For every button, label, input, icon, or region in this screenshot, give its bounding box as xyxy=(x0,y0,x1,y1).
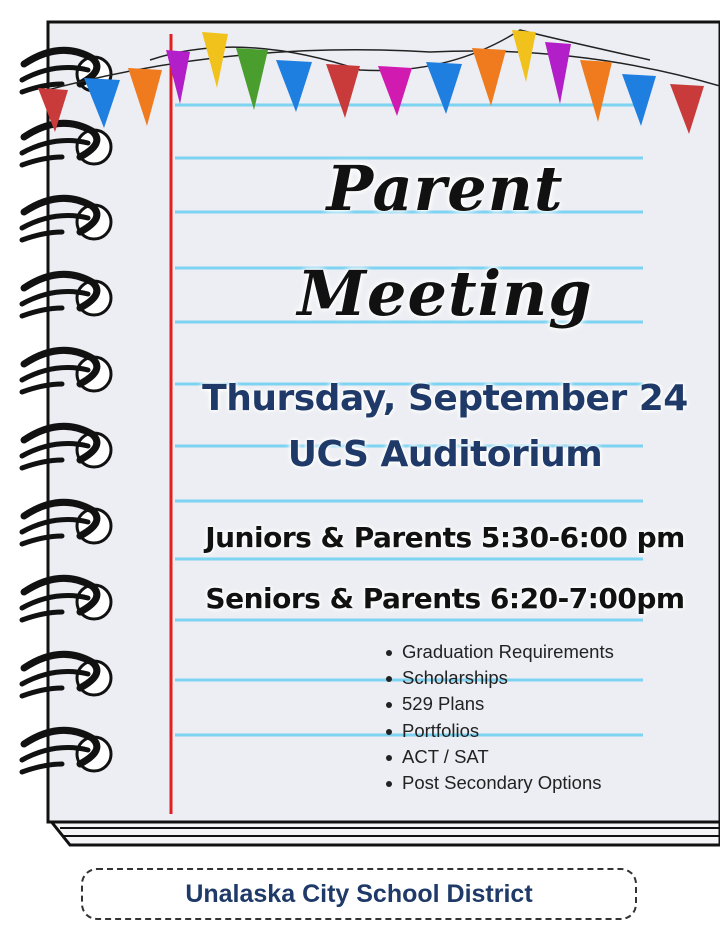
event-location: UCS Auditorium xyxy=(287,434,603,475)
list-item: Scholarships xyxy=(384,665,614,691)
title-line-1: Parent xyxy=(326,152,564,225)
page-stack xyxy=(50,820,720,845)
list-item: ACT / SAT xyxy=(384,744,614,770)
footer-box xyxy=(81,868,637,920)
session-seniors: Seniors & Parents 6:20-7:00pm xyxy=(205,582,685,615)
title-line-2: Meeting xyxy=(297,257,593,330)
list-item: 529 Plans xyxy=(384,691,614,717)
district-name: Unalaska City School District xyxy=(185,879,533,908)
list-item: Portfolios xyxy=(384,718,614,744)
session-juniors: Juniors & Parents 5:30-6:00 pm xyxy=(205,521,685,554)
list-item: Graduation Requirements xyxy=(384,639,614,665)
event-date: Thursday, September 24 xyxy=(202,378,688,419)
topics-list xyxy=(384,639,614,796)
list-item: Post Secondary Options xyxy=(384,770,614,796)
